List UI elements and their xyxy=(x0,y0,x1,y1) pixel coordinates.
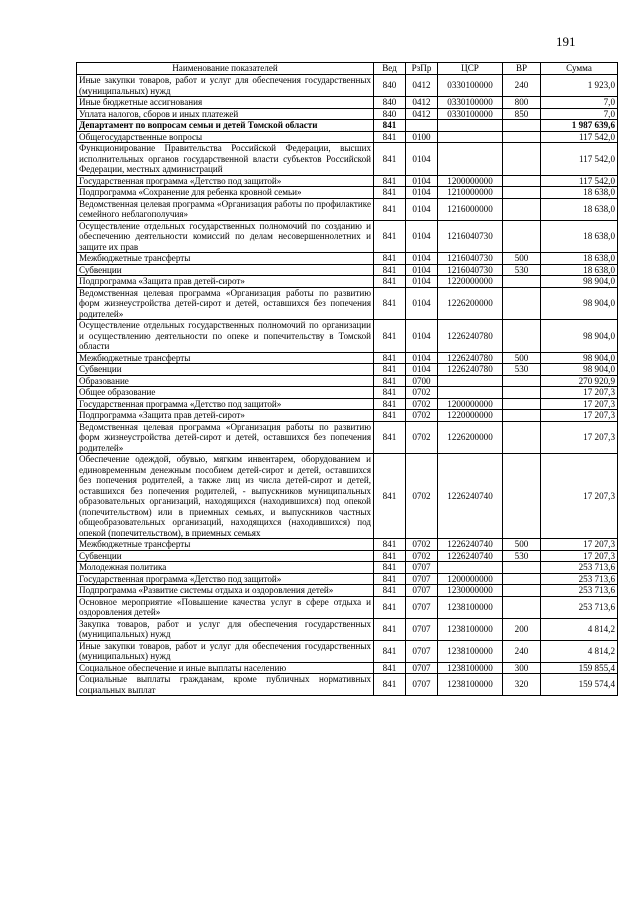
row-name-cell: Функционирование Правительства Российской Федерации, высших исполнительных органов государственной власти субъектов Российской Федерации, местных администраций xyxy=(77,143,374,176)
row-rzpr-cell: 0702 xyxy=(406,454,438,539)
row-rzpr-cell: 0104 xyxy=(406,143,438,176)
row-ved-cell: 841 xyxy=(374,596,406,618)
row-rzpr-cell: 0104 xyxy=(406,220,438,253)
row-rzpr-cell: 0104 xyxy=(406,175,438,187)
row-csr-cell: 1226200000 xyxy=(438,421,503,454)
row-vr-cell xyxy=(503,187,541,199)
row-sum-cell: 159 855,4 xyxy=(541,662,618,674)
row-vr-cell: 300 xyxy=(503,662,541,674)
row-csr-cell: 1216040730 xyxy=(438,253,503,265)
row-rzpr-cell: 0104 xyxy=(406,352,438,364)
row-rzpr-cell: 0707 xyxy=(406,562,438,574)
budget-table xyxy=(76,62,618,696)
row-ved-cell: 841 xyxy=(374,585,406,597)
table-row xyxy=(77,143,618,176)
row-name-cell: Подпрограмма «Защита прав детей-сирот» xyxy=(77,276,374,288)
row-vr-cell xyxy=(503,175,541,187)
row-name-cell: Закупка товаров, работ и услуг для обеспечения государственных (муниципальных) нужд xyxy=(77,618,374,640)
row-sum-cell: 253 713,6 xyxy=(541,573,618,585)
row-csr-cell: 1220000000 xyxy=(438,410,503,422)
row-ved-cell: 841 xyxy=(374,364,406,376)
row-csr-cell: 0330100000 xyxy=(438,97,503,109)
row-rzpr-cell xyxy=(406,120,438,132)
row-vr-cell xyxy=(503,596,541,618)
row-name-cell: Межбюджетные трансферты xyxy=(77,539,374,551)
row-name-cell: Межбюджетные трансферты xyxy=(77,352,374,364)
row-sum-cell: 4 814,2 xyxy=(541,618,618,640)
row-sum-cell: 98 904,0 xyxy=(541,287,618,320)
row-sum-cell: 18 638,0 xyxy=(541,198,618,220)
row-ved-cell: 840 xyxy=(374,97,406,109)
row-vr-cell: 240 xyxy=(503,640,541,662)
row-rzpr-cell: 0412 xyxy=(406,108,438,120)
row-sum-cell: 17 207,3 xyxy=(541,550,618,562)
row-name-cell: Субвенции xyxy=(77,550,374,562)
row-csr-cell xyxy=(438,375,503,387)
row-sum-cell: 253 713,6 xyxy=(541,596,618,618)
row-sum-cell: 98 904,0 xyxy=(541,320,618,353)
row-vr-cell xyxy=(503,387,541,399)
row-name-cell: Молодежная политика xyxy=(77,562,374,574)
row-ved-cell: 841 xyxy=(374,454,406,539)
row-csr-cell: 1238100000 xyxy=(438,674,503,696)
row-ved-cell: 841 xyxy=(374,387,406,399)
table-row xyxy=(77,220,618,253)
row-sum-cell: 17 207,3 xyxy=(541,539,618,551)
row-rzpr-cell: 0707 xyxy=(406,596,438,618)
row-sum-cell: 17 207,3 xyxy=(541,410,618,422)
row-vr-cell: 530 xyxy=(503,264,541,276)
row-name-cell: Департамент по вопросам семьи и детей Томской области xyxy=(77,120,374,132)
row-name-cell: Иные бюджетные ассигнования xyxy=(77,97,374,109)
row-ved-cell: 841 xyxy=(374,640,406,662)
table-row xyxy=(77,175,618,187)
row-vr-cell: 320 xyxy=(503,674,541,696)
row-vr-cell xyxy=(503,143,541,176)
row-ved-cell: 841 xyxy=(374,276,406,288)
row-sum-cell: 117 542,0 xyxy=(541,131,618,143)
table-row xyxy=(77,375,618,387)
row-name-cell: Подпрограмма «Сохранение для ребенка кровной семьи» xyxy=(77,187,374,199)
row-csr-cell: 1210000000 xyxy=(438,187,503,199)
table-row xyxy=(77,573,618,585)
row-csr-cell: 1226200000 xyxy=(438,287,503,320)
table-row xyxy=(77,387,618,399)
table-row xyxy=(77,585,618,597)
row-vr-cell xyxy=(503,120,541,132)
row-name-cell: Осуществление отдельных государственных полномочий по организации и осуществлению деятельности по опеке и попечительству в Томской области xyxy=(77,320,374,353)
row-ved-cell: 840 xyxy=(374,75,406,97)
row-vr-cell: 530 xyxy=(503,550,541,562)
row-sum-cell: 18 638,0 xyxy=(541,220,618,253)
row-vr-cell: 530 xyxy=(503,364,541,376)
row-vr-cell: 850 xyxy=(503,108,541,120)
table-row xyxy=(77,352,618,364)
row-rzpr-cell: 0412 xyxy=(406,75,438,97)
row-ved-cell: 841 xyxy=(374,674,406,696)
row-name-cell: Государственная программа «Детство под защитой» xyxy=(77,573,374,585)
row-ved-cell: 841 xyxy=(374,220,406,253)
row-csr-cell: 1226240780 xyxy=(438,320,503,353)
row-name-cell: Образование xyxy=(77,375,374,387)
table-row xyxy=(77,674,618,696)
row-rzpr-cell: 0702 xyxy=(406,398,438,410)
row-name-cell: Подпрограмма «Развитие системы отдыха и оздоровления детей» xyxy=(77,585,374,597)
row-name-cell: Общее образование xyxy=(77,387,374,399)
table-row xyxy=(77,187,618,199)
table-row xyxy=(77,550,618,562)
row-sum-cell: 4 814,2 xyxy=(541,640,618,662)
row-vr-cell xyxy=(503,220,541,253)
row-csr-cell xyxy=(438,120,503,132)
row-ved-cell: 841 xyxy=(374,550,406,562)
row-csr-cell: 1226240780 xyxy=(438,352,503,364)
row-sum-cell: 7,0 xyxy=(541,108,618,120)
row-rzpr-cell: 0707 xyxy=(406,640,438,662)
row-csr-cell: 1238100000 xyxy=(438,618,503,640)
row-csr-cell: 1220000000 xyxy=(438,276,503,288)
row-vr-cell: 500 xyxy=(503,352,541,364)
row-ved-cell: 841 xyxy=(374,562,406,574)
table-row xyxy=(77,410,618,422)
row-name-cell: Социальное обеспечение и иные выплаты населению xyxy=(77,662,374,674)
header-ved: Вед xyxy=(374,63,406,75)
row-rzpr-cell: 0702 xyxy=(406,550,438,562)
row-ved-cell: 841 xyxy=(374,187,406,199)
row-csr-cell: 1238100000 xyxy=(438,662,503,674)
row-ved-cell: 840 xyxy=(374,108,406,120)
row-csr-cell xyxy=(438,562,503,574)
row-vr-cell xyxy=(503,131,541,143)
row-sum-cell: 117 542,0 xyxy=(541,175,618,187)
row-name-cell: Государственная программа «Детство под защитой» xyxy=(77,175,374,187)
row-ved-cell: 841 xyxy=(374,662,406,674)
row-name-cell: Государственная программа «Детство под защитой» xyxy=(77,398,374,410)
table-row xyxy=(77,198,618,220)
table-row xyxy=(77,253,618,265)
row-rzpr-cell: 0700 xyxy=(406,375,438,387)
row-sum-cell: 17 207,3 xyxy=(541,387,618,399)
row-csr-cell: 1216000000 xyxy=(438,198,503,220)
row-rzpr-cell: 0104 xyxy=(406,198,438,220)
row-sum-cell: 1 987 639,6 xyxy=(541,120,618,132)
row-ved-cell: 841 xyxy=(374,287,406,320)
row-name-cell: Уплата налогов, сборов и иных платежей xyxy=(77,108,374,120)
table-row xyxy=(77,75,618,97)
row-rzpr-cell: 0707 xyxy=(406,618,438,640)
table-row xyxy=(77,662,618,674)
table-row xyxy=(77,287,618,320)
row-vr-cell xyxy=(503,573,541,585)
row-ved-cell: 841 xyxy=(374,352,406,364)
row-sum-cell: 18 638,0 xyxy=(541,264,618,276)
row-sum-cell: 98 904,0 xyxy=(541,276,618,288)
table-row xyxy=(77,276,618,288)
row-ved-cell: 841 xyxy=(374,175,406,187)
row-rzpr-cell: 0104 xyxy=(406,320,438,353)
table-row xyxy=(77,131,618,143)
row-ved-cell: 841 xyxy=(374,573,406,585)
row-rzpr-cell: 0100 xyxy=(406,131,438,143)
row-rzpr-cell: 0104 xyxy=(406,276,438,288)
row-vr-cell xyxy=(503,320,541,353)
table-row xyxy=(77,120,618,132)
row-ved-cell: 841 xyxy=(374,375,406,387)
row-csr-cell: 1226240740 xyxy=(438,550,503,562)
row-sum-cell: 17 207,3 xyxy=(541,421,618,454)
row-name-cell: Социальные выплаты гражданам, кроме публичных нормативных социальных выплат xyxy=(77,674,374,696)
table-header-row xyxy=(77,63,618,75)
row-sum-cell: 159 574,4 xyxy=(541,674,618,696)
table-row xyxy=(77,97,618,109)
row-rzpr-cell: 0104 xyxy=(406,364,438,376)
row-csr-cell: 0330100000 xyxy=(438,108,503,120)
row-rzpr-cell: 0702 xyxy=(406,421,438,454)
row-sum-cell: 1 923,0 xyxy=(541,75,618,97)
row-ved-cell: 841 xyxy=(374,410,406,422)
header-sum: Сумма xyxy=(541,63,618,75)
table-row xyxy=(77,320,618,353)
row-name-cell: Ведомственная целевая программа «Организация работы по профилактике семейного неблагополучия» xyxy=(77,198,374,220)
row-rzpr-cell: 0707 xyxy=(406,573,438,585)
row-ved-cell: 841 xyxy=(374,264,406,276)
row-rzpr-cell: 0104 xyxy=(406,264,438,276)
table-body xyxy=(77,75,618,696)
table-row xyxy=(77,398,618,410)
row-vr-cell xyxy=(503,398,541,410)
row-rzpr-cell: 0702 xyxy=(406,539,438,551)
row-sum-cell: 270 920,9 xyxy=(541,375,618,387)
row-csr-cell xyxy=(438,131,503,143)
row-rzpr-cell: 0702 xyxy=(406,410,438,422)
row-sum-cell: 18 638,0 xyxy=(541,187,618,199)
table-row xyxy=(77,454,618,539)
row-sum-cell: 98 904,0 xyxy=(541,364,618,376)
row-vr-cell xyxy=(503,287,541,320)
row-csr-cell: 1226240740 xyxy=(438,454,503,539)
row-ved-cell: 841 xyxy=(374,398,406,410)
header-csr: ЦСР xyxy=(438,63,503,75)
row-csr-cell: 0330100000 xyxy=(438,75,503,97)
row-vr-cell: 500 xyxy=(503,253,541,265)
row-name-cell: Субвенции xyxy=(77,364,374,376)
row-csr-cell: 1216040730 xyxy=(438,264,503,276)
row-name-cell: Ведомственная целевая программа «Организация работы по развитию форм жизнеустройства детей-сирот и детей, оставшихся без попечения родителей» xyxy=(77,421,374,454)
table-row xyxy=(77,421,618,454)
row-vr-cell xyxy=(503,421,541,454)
header-name: Наименование показателей xyxy=(77,63,374,75)
row-csr-cell xyxy=(438,143,503,176)
row-csr-cell: 1226240780 xyxy=(438,364,503,376)
row-vr-cell xyxy=(503,410,541,422)
row-sum-cell: 253 713,6 xyxy=(541,585,618,597)
row-vr-cell xyxy=(503,562,541,574)
row-name-cell: Ведомственная целевая программа «Организация работы по развитию форм жизнеустройства детей-сирот и детей, оставшихся без попечения родителей» xyxy=(77,287,374,320)
row-ved-cell: 841 xyxy=(374,120,406,132)
row-name-cell: Иные закупки товаров, работ и услуг для обеспечения государственных (муниципальных) нужд xyxy=(77,75,374,97)
row-name-cell: Обеспечение одеждой, обувью, мягким инвентарем, оборудованием и единовременным денежным пособием детей-сирот и детей, оставшихся без попечения родителей, а также лиц из числа детей-сирот и детей, оставшихся без попечения родителей, - выпускников муниципальных образовательных организаций, находящихся (находившихся) под опекой (попечительством) или в приемных семьях, и выпускников частных общеобразовательных организаций, находящихся (находившихся) под опекой (попечительством), в приемных семьях xyxy=(77,454,374,539)
row-csr-cell: 1230000000 xyxy=(438,585,503,597)
row-vr-cell: 240 xyxy=(503,75,541,97)
header-rzpr: РзПр xyxy=(406,63,438,75)
row-vr-cell: 200 xyxy=(503,618,541,640)
row-sum-cell: 17 207,3 xyxy=(541,398,618,410)
row-name-cell: Основное мероприятие «Повышение качества услуг в сфере отдыха и оздоровления детей» xyxy=(77,596,374,618)
row-csr-cell: 1226240740 xyxy=(438,539,503,551)
row-vr-cell xyxy=(503,585,541,597)
row-rzpr-cell: 0104 xyxy=(406,287,438,320)
row-vr-cell xyxy=(503,375,541,387)
row-csr-cell: 1200000000 xyxy=(438,573,503,585)
row-sum-cell: 17 207,3 xyxy=(541,454,618,539)
row-sum-cell: 98 904,0 xyxy=(541,352,618,364)
row-csr-cell: 1200000000 xyxy=(438,398,503,410)
row-name-cell: Межбюджетные трансферты xyxy=(77,253,374,265)
row-ved-cell: 841 xyxy=(374,253,406,265)
row-vr-cell: 500 xyxy=(503,539,541,551)
row-ved-cell: 841 xyxy=(374,131,406,143)
row-vr-cell xyxy=(503,276,541,288)
row-rzpr-cell: 0702 xyxy=(406,387,438,399)
row-sum-cell: 253 713,6 xyxy=(541,562,618,574)
row-name-cell: Осуществление отдельных государственных полномочий по созданию и обеспечению деятельности комиссий по делам несовершеннолетних и защите их прав xyxy=(77,220,374,253)
row-rzpr-cell: 0104 xyxy=(406,187,438,199)
table-row xyxy=(77,562,618,574)
row-sum-cell: 117 542,0 xyxy=(541,143,618,176)
row-ved-cell: 841 xyxy=(374,143,406,176)
row-vr-cell: 800 xyxy=(503,97,541,109)
table-row xyxy=(77,596,618,618)
row-name-cell: Общегосударственные вопросы xyxy=(77,131,374,143)
row-name-cell: Подпрограмма «Защита прав детей-сирот» xyxy=(77,410,374,422)
row-vr-cell xyxy=(503,198,541,220)
row-csr-cell: 1238100000 xyxy=(438,640,503,662)
row-csr-cell: 1238100000 xyxy=(438,596,503,618)
table-row xyxy=(77,108,618,120)
row-ved-cell: 841 xyxy=(374,618,406,640)
page-number: 191 xyxy=(556,34,576,49)
table-row xyxy=(77,640,618,662)
row-sum-cell: 18 638,0 xyxy=(541,253,618,265)
row-name-cell: Субвенции xyxy=(77,264,374,276)
table-row xyxy=(77,539,618,551)
row-sum-cell: 7,0 xyxy=(541,97,618,109)
row-csr-cell: 1200000000 xyxy=(438,175,503,187)
table-row xyxy=(77,264,618,276)
row-rzpr-cell: 0104 xyxy=(406,253,438,265)
row-rzpr-cell: 0707 xyxy=(406,674,438,696)
row-csr-cell xyxy=(438,387,503,399)
row-csr-cell: 1216040730 xyxy=(438,220,503,253)
row-name-cell: Иные закупки товаров, работ и услуг для обеспечения государственных (муниципальных) нужд xyxy=(77,640,374,662)
row-rzpr-cell: 0707 xyxy=(406,662,438,674)
table-row xyxy=(77,618,618,640)
row-vr-cell xyxy=(503,454,541,539)
row-ved-cell: 841 xyxy=(374,539,406,551)
row-ved-cell: 841 xyxy=(374,198,406,220)
header-vr: ВР xyxy=(503,63,541,75)
table-row xyxy=(77,364,618,376)
row-ved-cell: 841 xyxy=(374,421,406,454)
row-rzpr-cell: 0412 xyxy=(406,97,438,109)
row-rzpr-cell: 0707 xyxy=(406,585,438,597)
row-ved-cell: 841 xyxy=(374,320,406,353)
